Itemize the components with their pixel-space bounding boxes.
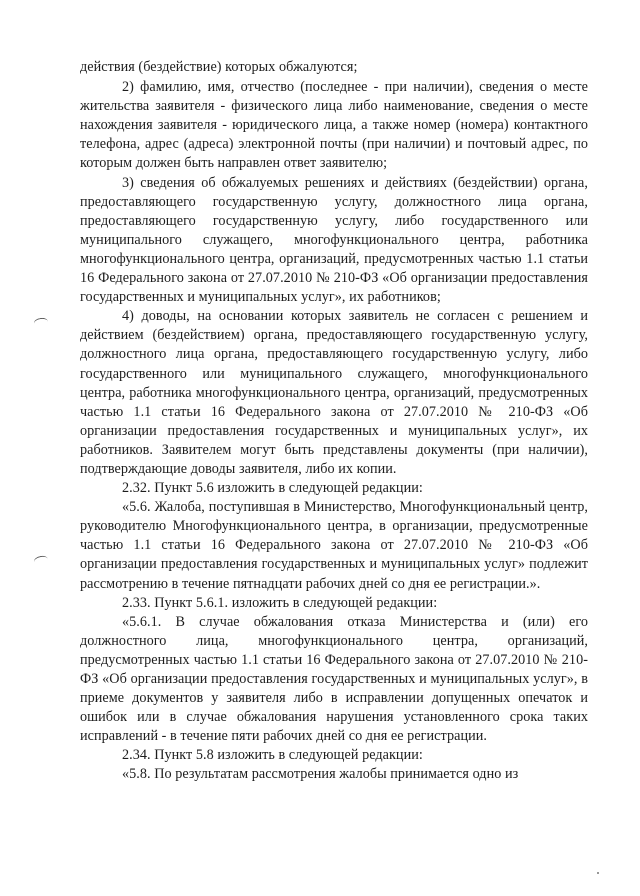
paragraph-item-2: 2) фамилию, имя, отчество (последнее - при наличии), сведения о месте жительства заявителя - физического лица либо наименование, сведения о месте нахождения заявителя - юридического лица, а также номер (номера) контактного телефона, адрес (адреса) электронной почты (при наличии) и почтовый адрес, по которым должен быть направлен ответ заявителю; [80, 79, 588, 172]
paragraph-item-3: 3) сведения об обжалуемых решениях и действиях (бездействии) органа, предоставляющего государственную услугу, должностного лица органа, предоставляющего государственную услугу, либо государственного или муниципального служащего, многофункционального центра, работника многофункционального центра, организаций, предусмотренных частью 1.1 статьи 16 Федерального закона от 27.07.2010 № 210-ФЗ «Об организации предоставления государственных и муниципальных услуг», их работников; [80, 174, 588, 306]
scan-artifact-mark [33, 317, 48, 328]
scan-artifact-mark [33, 555, 49, 567]
section-heading-2-33: 2.33. Пункт 5.6.1. изложить в следующей редакции: [122, 594, 438, 611]
section-heading-2-34: 2.34. Пункт 5.8 изложить в следующей редакции: [122, 747, 423, 764]
scan-artifact-dot [597, 872, 599, 874]
paragraph-5-8: «5.8. По результатам рассмотрения жалобы принимается одно из [122, 766, 519, 783]
paragraph-5-6: «5.6. Жалоба, поступившая в Министерство, Многофункциональный центр, руководителю Многофункционального центра, в организации, предусмотренные частью 1.1 статьи 16 Федерального закона от 27.07.2010 № 210-ФЗ «Об организации предоставления государственных и муниципальных услуг» подлежит рассмотрению в течение пятнадцати рабочих дней со дня ее регистрации.». [80, 499, 588, 592]
paragraph-5-6-1: «5.6.1. В случае обжалования отказа Министерства и (или) его должностного лица, многофункционального центра, организаций, предусмотренных частью 1.1 статьи 16 Федерального закона от 27.07.2010 № 210-ФЗ «Об организации предоставления государственных и муниципальных услуг», в приеме документов у заявителя либо в исправлении допущенных опечаток и ошибок или в случае обжалования нарушения установленного срока таких исправлений - в течение пяти рабочих дней со дня ее регистрации. [80, 613, 588, 745]
paragraph-continuation: действия (бездействие) которых обжалуются; [80, 59, 358, 75]
paragraph-item-4: 4) доводы, на основании которых заявитель не согласен с решением и действием (бездействием) органа, предоставляющего государственную услугу, должностного лица органа, предоставляющего государственную услугу, либо государственного или муниципального служащего, многофункционального центра, работника многофункционального центра, организаций, предусмотренных частью 1.1 статьи 16 Федерального закона от 27.07.2010 № 210-ФЗ «Об организации предоставления государственных и муниципальных услуг», их работников. Заявителем могут быть представлены документы (при наличии), подтверждающие доводы заявителя, либо их копии. [80, 308, 588, 477]
document-page [80, 58, 588, 785]
section-heading-2-32: 2.32. Пункт 5.6 изложить в следующей редакции: [122, 480, 423, 497]
